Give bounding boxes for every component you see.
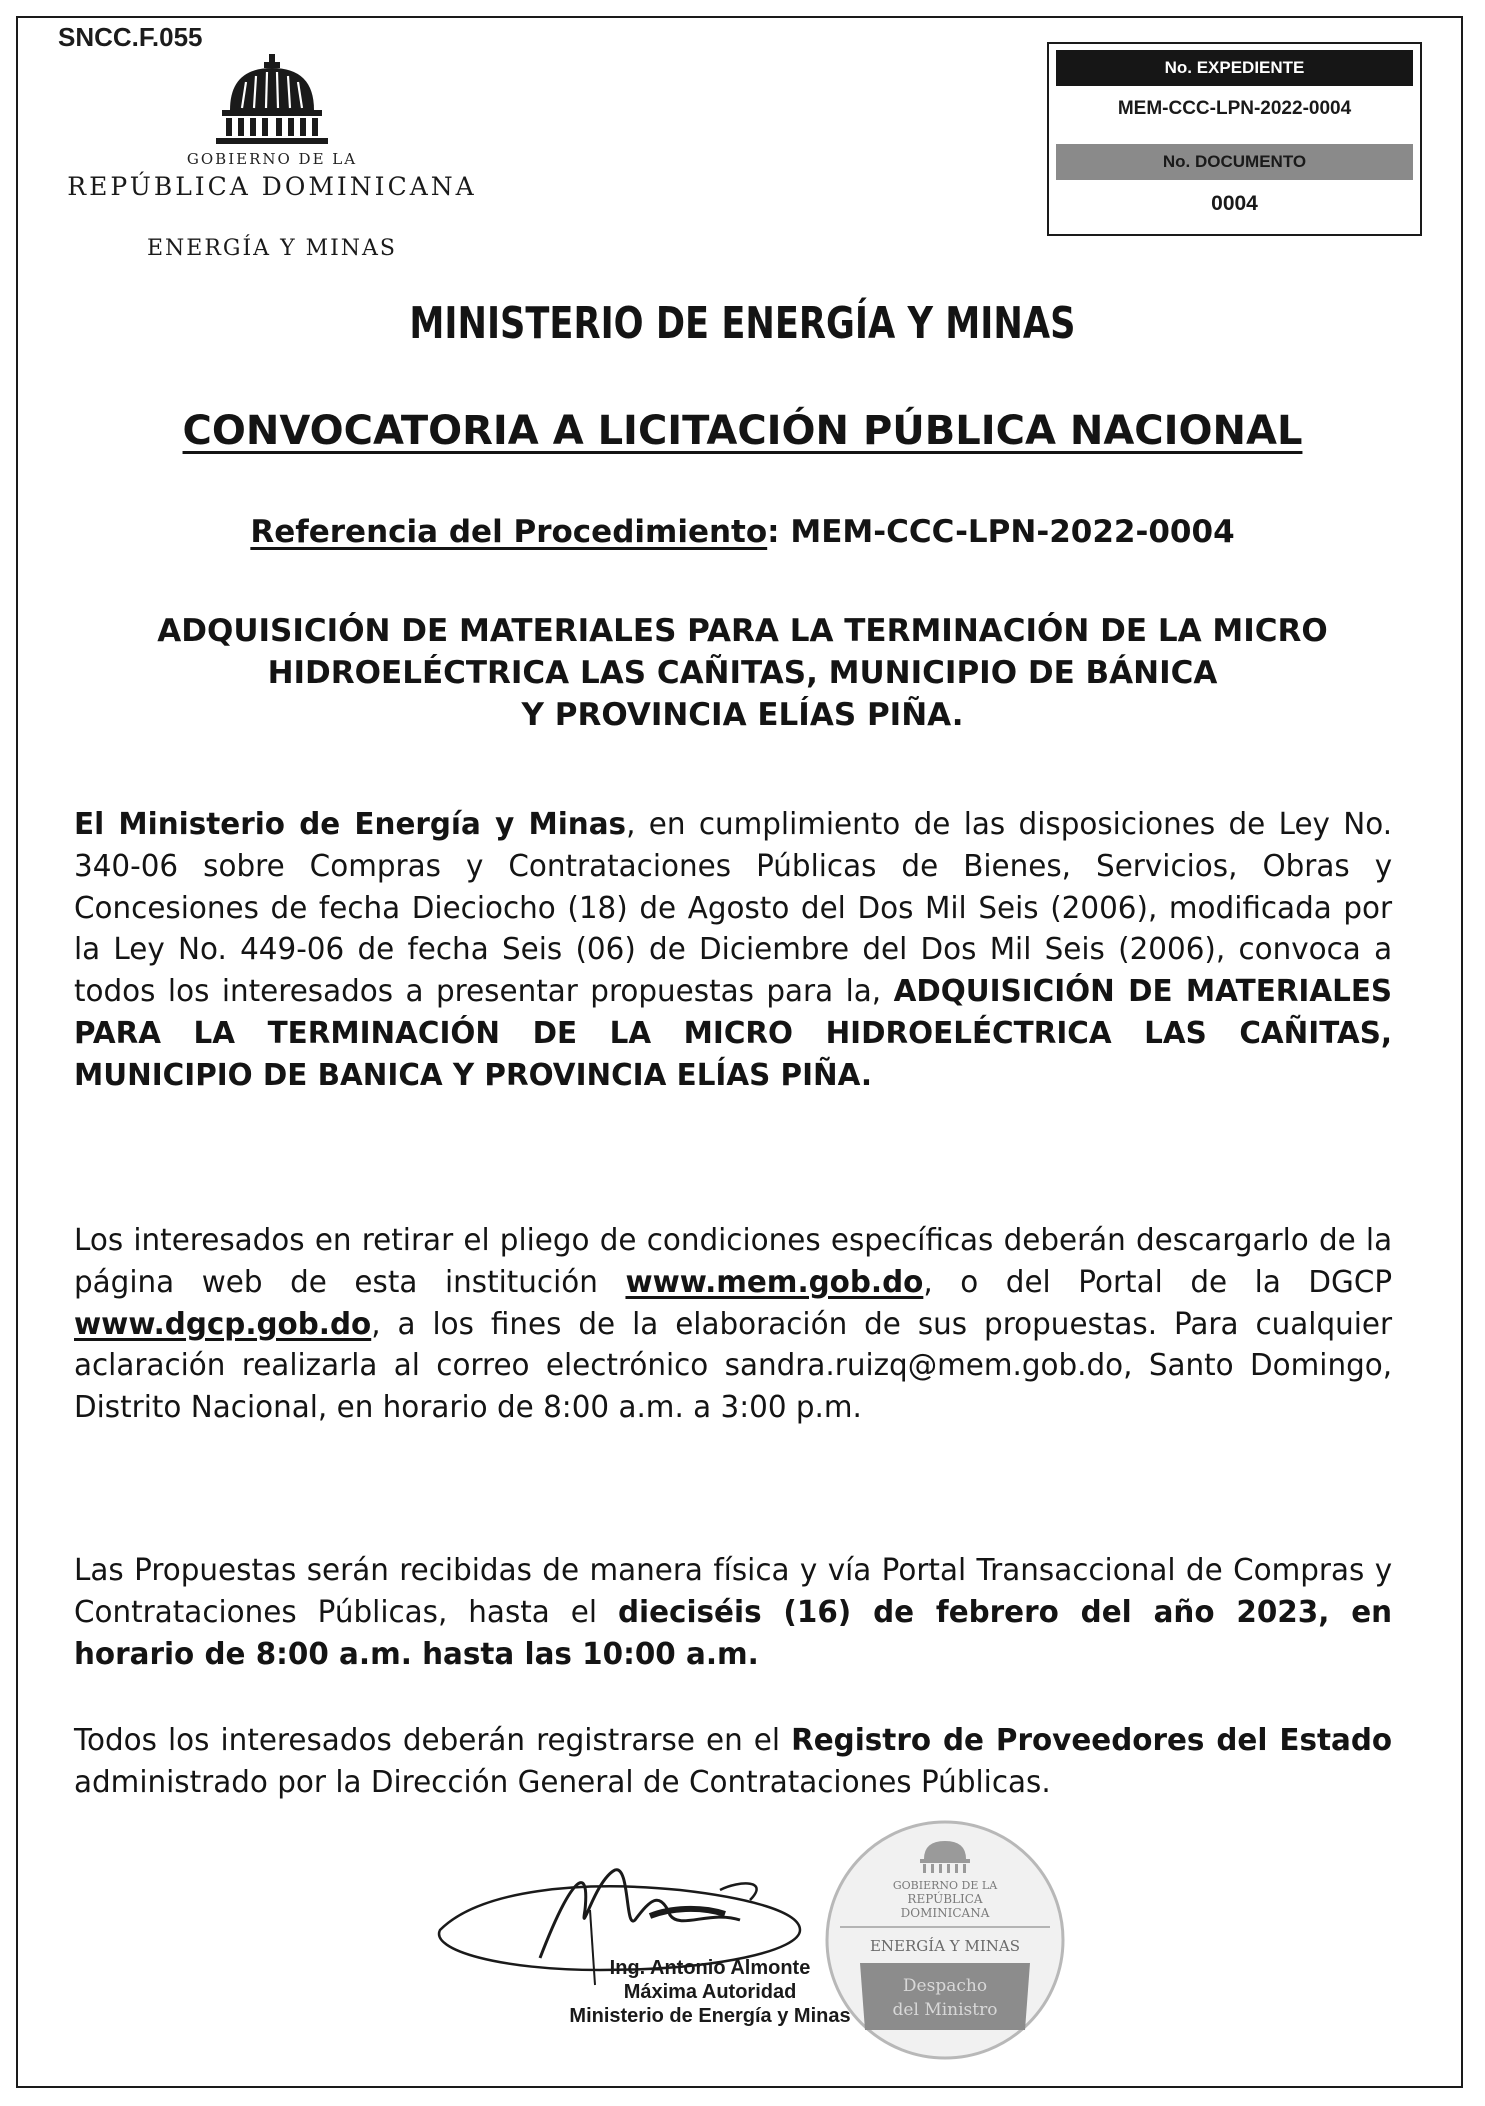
logo-line-gobierno: GOBIERNO DE LA	[186, 150, 358, 168]
deadline-date: dieciséis (16) de febrero del año 2023, en horario de 8:00 a.m. hasta las 10:00 a.m.	[74, 1594, 1393, 1672]
subject-line-3: Y PROVINCIA ELÍAS PIÑA.	[521, 697, 964, 733]
documento-label: No. DOCUMENTO	[1056, 144, 1413, 180]
expediente-value: MEM-CCC-LPN-2022-0004	[1117, 98, 1352, 119]
seal-line-1: GOBIERNO DE LA	[892, 1879, 998, 1892]
legal-basis-text: , en cumplimiento de las disposiciones de Ley No. 340-06 sobre Compras y Contrataciones Públicas de Bienes, Servicios, Obras y Concesiones de fecha Dieciocho (18) de Agosto del Dos Mil Seis (2006), modificada por la Ley No. 449-06 de fecha Seis (06) de Diciembre del Dos Mil Seis (2006), convoca a todos los interesados a presentar propuestas para la,	[74, 807, 1393, 1010]
seal-line-3: DOMINICANA	[900, 1906, 990, 1920]
deadline-text: Las Propuestas serán recibidas de manera física y vía Portal Transaccional de Compras y Contrataciones Públicas, hasta el	[74, 1553, 1393, 1630]
paragraph-registration	[74, 1720, 1392, 1804]
reference-label: Referencia del Procedimiento	[250, 514, 768, 550]
paragraph-download-instructions	[74, 1220, 1392, 1429]
expediente-box	[1047, 42, 1422, 236]
logo-line-energia: ENERGÍA Y MINAS	[146, 236, 398, 261]
capitol-dome-icon	[212, 52, 332, 148]
documento-value: 0004	[1211, 192, 1258, 215]
reference-value: : MEM-CCC-LPN-2022-0004	[767, 514, 1235, 550]
seal-line-6: del Ministro	[892, 2000, 998, 2020]
mem-website-link[interactable]: www.mem.gob.do	[625, 1264, 924, 1300]
signatory-name: Ing. Antonio Almonte	[609, 1957, 811, 1979]
paragraph-deadline	[74, 1550, 1392, 1675]
signatory-role: Máxima Autoridad	[623, 1981, 797, 2003]
call-title-text: CONVOCATORIA A LICITACIÓN PÚBLICA NACIONAL	[182, 408, 1303, 454]
ministry-title: MINISTERIO DE ENERGÍA Y MINAS	[409, 298, 1076, 349]
procurement-object: ADQUISICIÓN DE MATERIALES PARA LA TERMINACIÓN DE LA MICRO HIDROELÉCTRICA LAS CAÑITAS, MUNICIPIO DE BANICA Y PROVINCIA ELÍAS PIÑA.	[74, 974, 1393, 1093]
supplier-registry: Registro de Proveedores del Estado	[791, 1723, 1393, 1758]
signatory-block	[520, 1956, 900, 2028]
subject-line-1: ADQUISICIÓN DE MATERIALES PARA LA TERMINACIÓN DE LA MICRO	[157, 613, 1328, 649]
registration-text-b: administrado por la Dirección General de Contrataciones Públicas.	[74, 1764, 1051, 1800]
call-title	[0, 408, 1485, 454]
download-text-c: , a los fines de la elaboración de sus propuestas. Para cualquier aclaración realizarla al correo electrónico sandra.ruizq@mem.gob.do, Santo Domingo, Distrito Nacional, en horario de 8:00 a.m. a 3:00 p.m.	[74, 1306, 1393, 1426]
signatory-organization: Ministerio de Energía y Minas	[569, 2005, 851, 2027]
subject-line-2: HIDROELÉCTRICA LAS CAÑITAS, MUNICIPIO DE BÁNICA	[267, 655, 1218, 691]
logo-line-republica: REPÚBLICA DOMINICANA	[67, 172, 477, 201]
seal-line-2: REPÚBLICA	[907, 1892, 983, 1906]
dgcp-website-link[interactable]: www.dgcp.gob.do	[74, 1306, 372, 1342]
download-text-b: , o del Portal de la DGCP	[923, 1264, 1393, 1300]
signature-area	[420, 1820, 1120, 2090]
expediente-label: No. EXPEDIENTE	[1056, 50, 1413, 86]
registration-text-a: Todos los interesados deberán registrarse en el	[74, 1723, 792, 1758]
seal-line-4: ENERGÍA Y MINAS	[869, 1937, 1021, 1955]
procurement-subject	[90, 610, 1395, 736]
form-code: SNCC.F.055	[58, 22, 203, 52]
download-text-a: Los interesados en retirar el pliego de condiciones específicas deberán descargarlo de la página web de esta institución	[74, 1223, 1393, 1300]
paragraph-legal-basis	[74, 804, 1392, 1097]
seal-line-5: Despacho	[902, 1976, 988, 1996]
government-logo	[52, 52, 492, 272]
ministry-name: El Ministerio de Energía y Minas	[74, 807, 627, 842]
procedure-reference	[0, 514, 1485, 550]
